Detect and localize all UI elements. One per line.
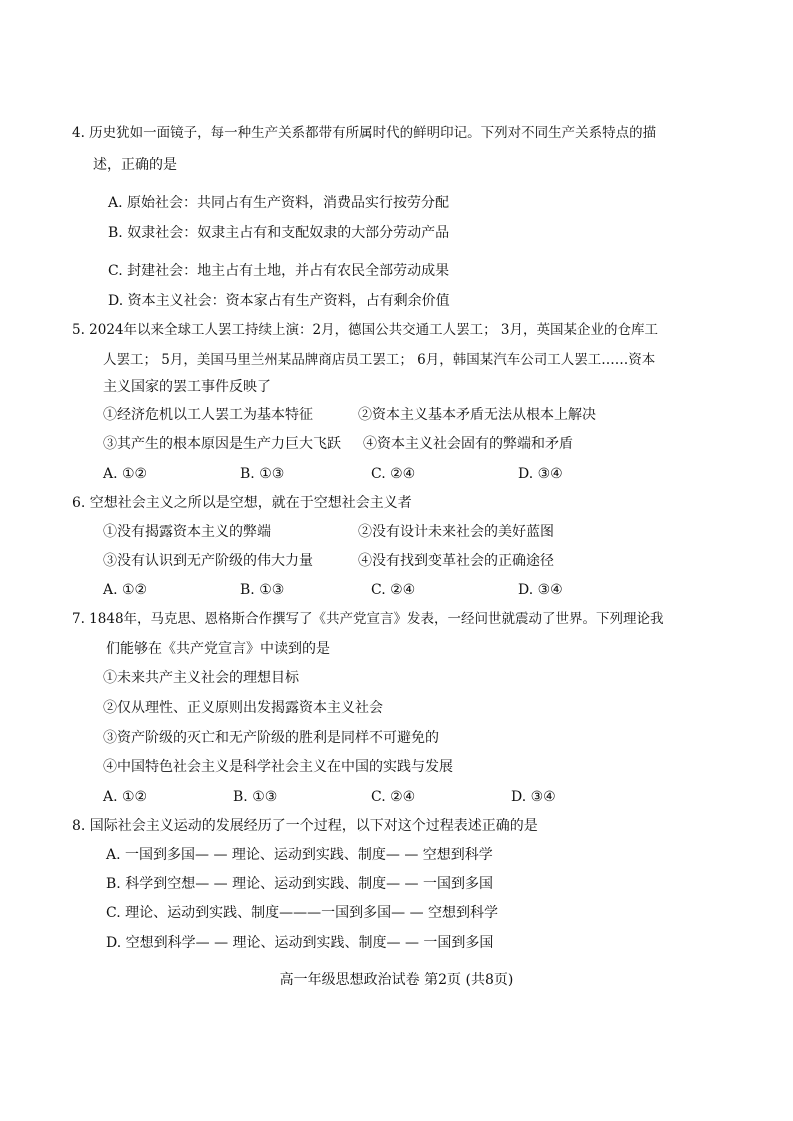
q7-stem-line1: 7. 1848年，马克思、恩格斯合作撰写了《共产党宣言》发表，一经问世就震动了世界。下列理论我: [72, 611, 664, 627]
q5-choice-a: A. ①②: [103, 466, 148, 482]
q4-stem-line2: 述，正确的是: [93, 157, 177, 173]
q5-choice-d: D. ③④: [518, 466, 563, 482]
q6-statement-4: ④没有找到变革社会的正确途径: [358, 553, 554, 569]
q6-choice-d: D. ③④: [518, 582, 563, 598]
q6-statement-1: ①没有揭露资本主义的弊端: [103, 524, 271, 540]
q4-option-b: B. 奴隶社会：奴隶主占有和支配奴隶的大部分劳动产品: [108, 225, 450, 241]
q8-option-b: B. 科学到空想— — 理论、运动到实践、制度— — 一国到多国: [106, 876, 493, 892]
q5-statement-2: ②资本主义基本矛盾无法从根本上解决: [358, 407, 596, 423]
q5-statement-1: ①经济危机以工人罢工为基本特征: [103, 407, 313, 423]
q5-statement-4: ④资本主义社会固有的弊端和矛盾: [363, 436, 573, 452]
q4-option-d: D. 资本主义社会：资本家占有生产资料，占有剩余价值: [108, 293, 450, 309]
q8-option-a: A. 一国到多国— — 理论、运动到实践、制度— — 空想到科学: [106, 847, 493, 863]
q8-stem-line1: 8. 国际社会主义运动的发展经历了一个过程，以下对这个过程表述正确的是: [72, 818, 538, 834]
q6-stem-line1: 6. 空想社会主义之所以是空想，就在于空想社会主义者: [72, 495, 412, 511]
q7-statement-1: ①未来共产主义社会的理想目标: [103, 670, 299, 686]
q6-choice-b: B. ①③: [240, 582, 285, 598]
q5-statement-3: ③其产生的根本原因是生产力巨大飞跃: [103, 436, 341, 452]
page-footer: 高一年级思想政治试卷 第2页 (共8页): [279, 972, 514, 988]
q7-choice-b: B. ①③: [233, 789, 278, 805]
q4-stem-line1: 4. 历史犹如一面镜子，每一种生产关系都带有所属时代的鲜明印记。下列对不同生产关系特点的描: [72, 125, 657, 141]
q7-choice-a: A. ①②: [103, 789, 148, 805]
q6-choice-c: C. ②④: [371, 582, 416, 598]
q8-option-d: D. 空想到科学— — 理论、运动到实践、制度— — 一国到多国: [106, 935, 494, 951]
q5-choice-b: B. ①③: [240, 466, 285, 482]
q6-choice-a: A. ①②: [103, 582, 148, 598]
q7-choice-d: D. ③④: [511, 789, 556, 805]
q5-stem-line2: 人罢工； 5月，美国马里兰州某品牌商店员工罢工； 6月，韩国某汽车公司工人罢工……资本: [103, 352, 656, 368]
q7-statement-2: ②仅从理性、正义原则出发揭露资本主义社会: [103, 700, 383, 716]
q5-stem-line1: 5. 2024年以来全球工人罢工持续上演：2月，德国公共交通工人罢工； 3月，英国某企业的仓库工: [72, 322, 658, 338]
q4-option-a: A. 原始社会：共同占有生产资料，消费品实行按劳分配: [108, 195, 450, 211]
q5-stem-line3: 主义国家的罢工事件反映了: [103, 379, 271, 395]
q7-stem-line2: 们能够在《共产党宣言》中读到的是: [106, 641, 330, 657]
q7-statement-3: ③资产阶级的灭亡和无产阶级的胜利是同样不可避免的: [103, 730, 439, 746]
q7-statement-4: ④中国特色社会主义是科学社会主义在中国的实践与发展: [103, 759, 453, 775]
q6-statement-2: ②没有设计未来社会的美好蓝图: [358, 524, 554, 540]
q5-choice-c: C. ②④: [371, 466, 416, 482]
q6-statement-3: ③没有认识到无产阶级的伟大力量: [103, 553, 313, 569]
q7-choice-c: C. ②④: [371, 789, 416, 805]
q4-option-c: C. 封建社会：地主占有土地，并占有农民全部劳动成果: [108, 263, 450, 279]
q8-option-c: C. 理论、运动到实践、制度———一国到多国— — 空想到科学: [106, 905, 499, 921]
